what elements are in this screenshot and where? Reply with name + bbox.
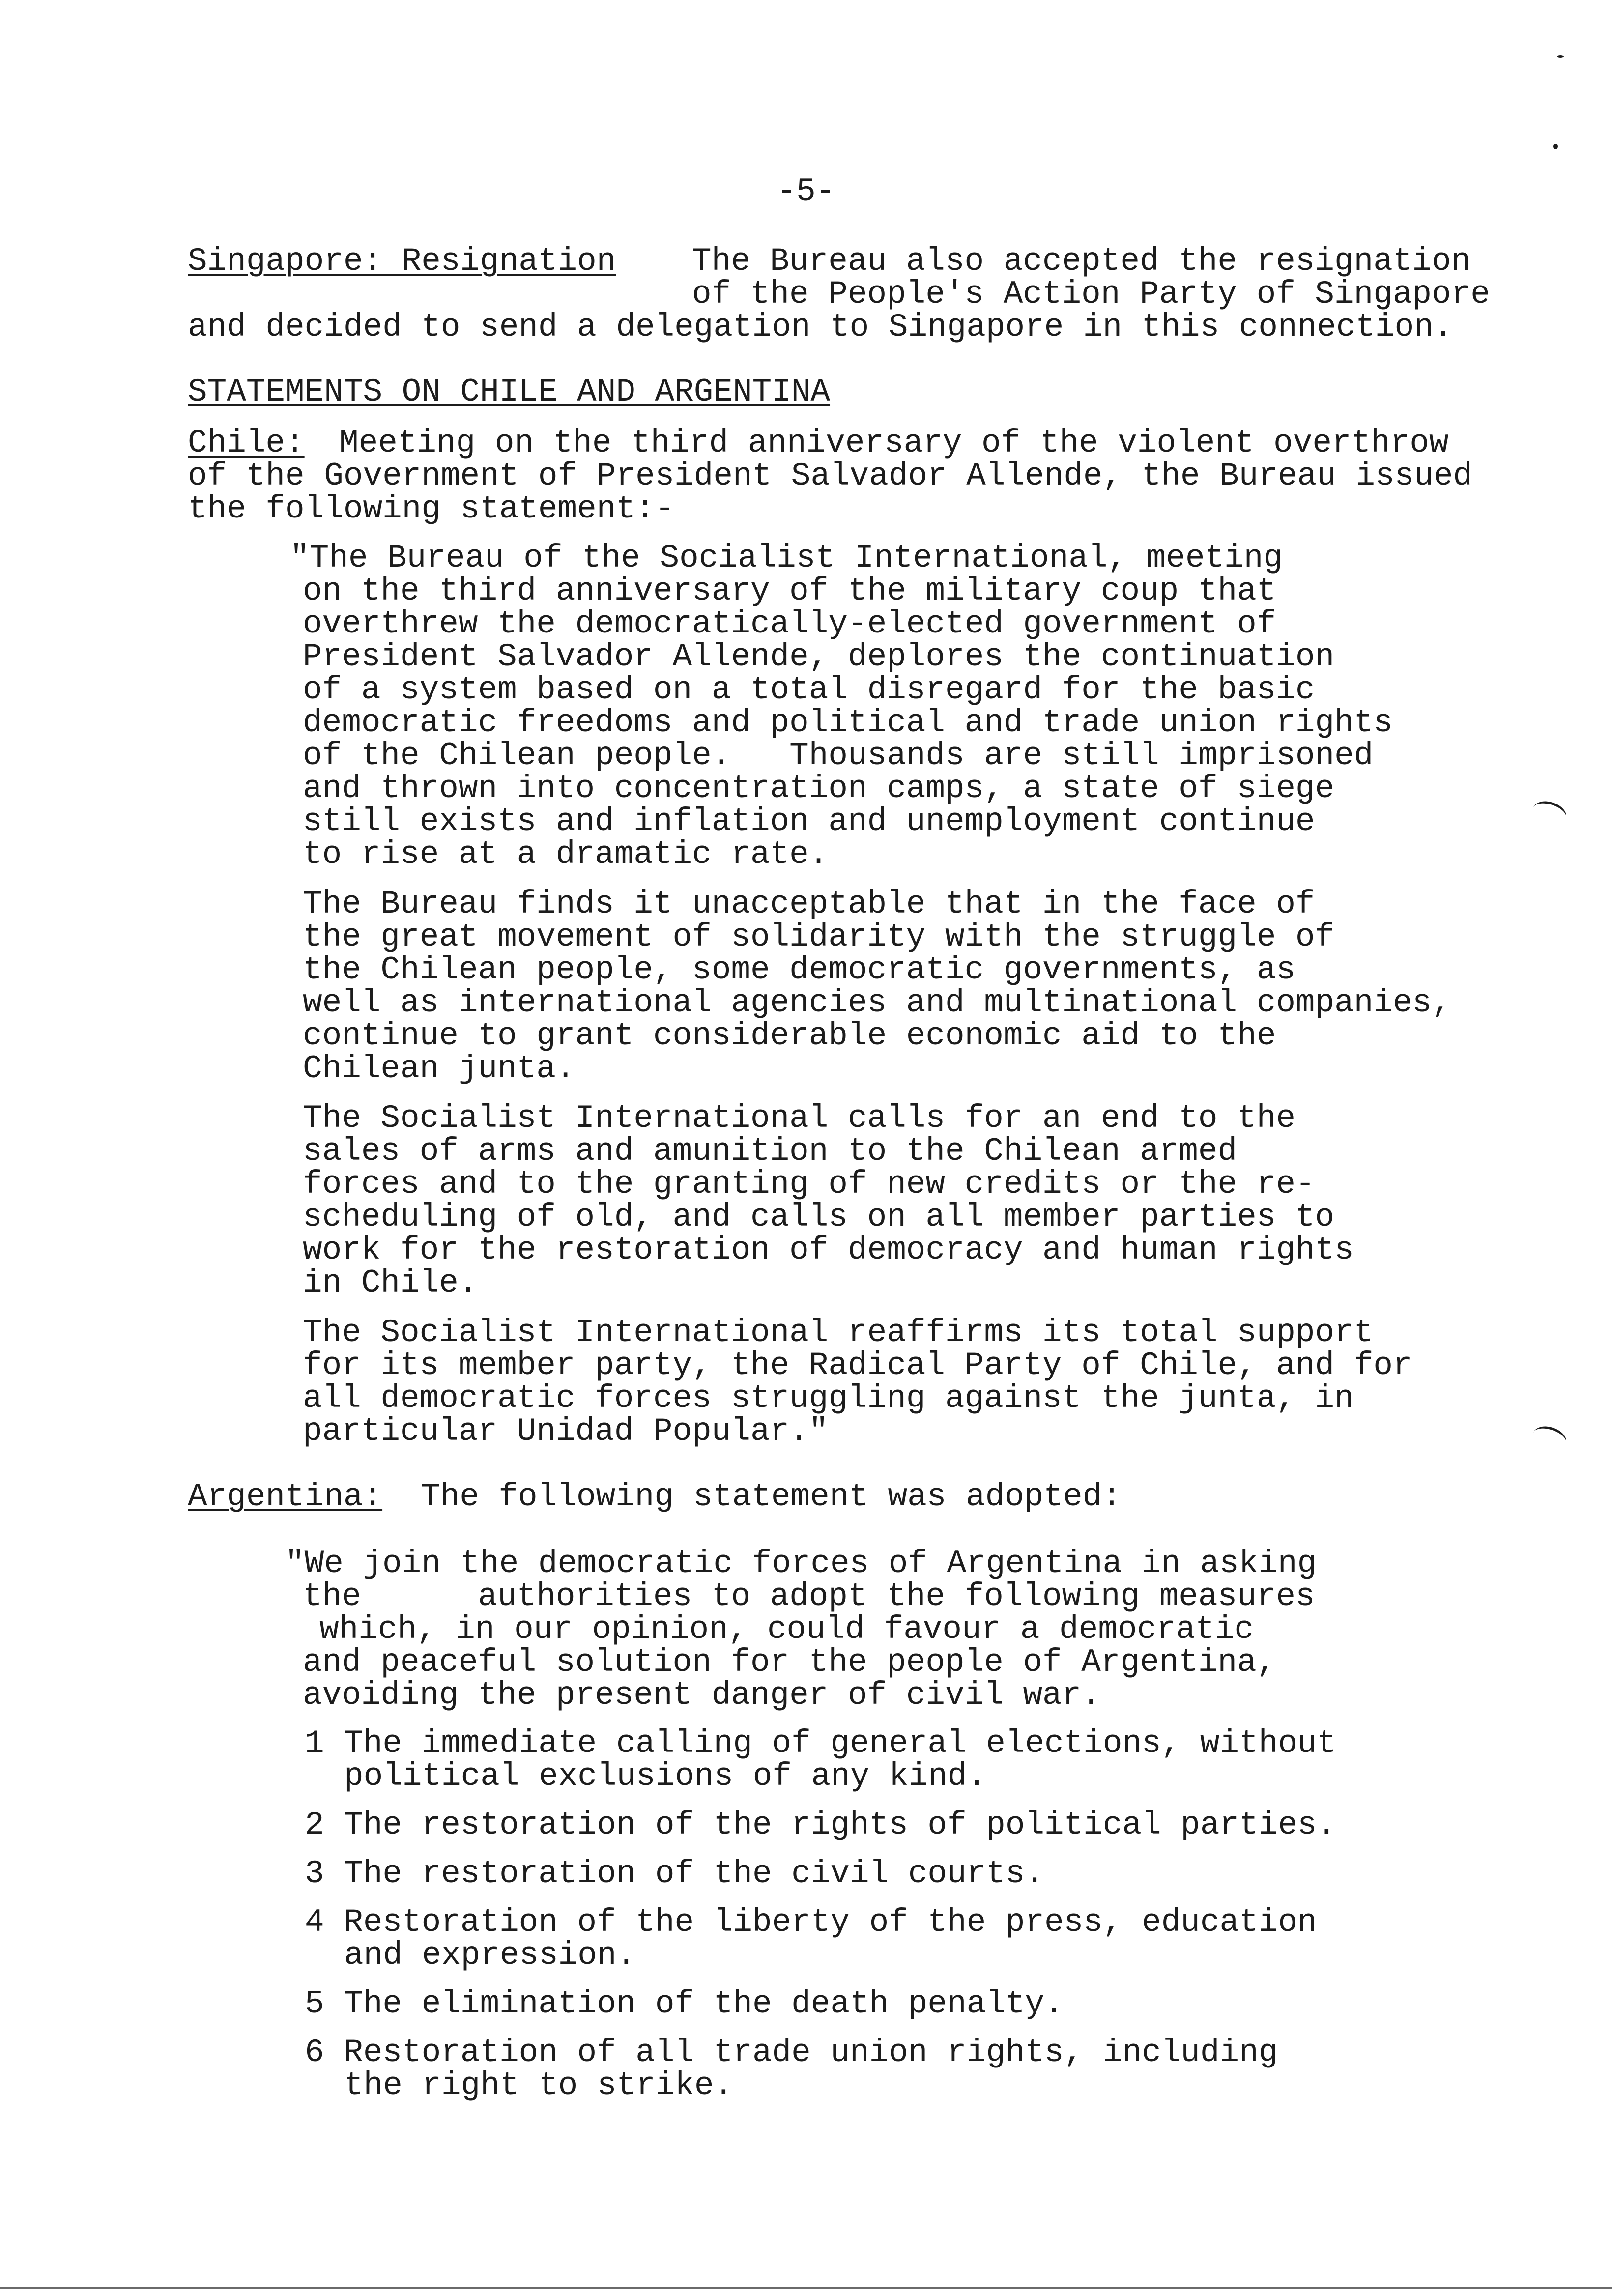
- chile-statement-line: of the Chilean people. Thousands are still imprisoned: [303, 737, 1374, 774]
- measure-item: 4 Restoration of the liberty of the press, education: [305, 1904, 1317, 1941]
- measure-item: 1 The immediate calling of general elections, without: [305, 1725, 1337, 1762]
- chile-intro-line-2: of the Government of President Salvador Allende, the Bureau issued: [188, 458, 1473, 494]
- chile-statement-line: still exists and inflation and unemployment continue: [303, 803, 1315, 840]
- chile-statement-line: to rise at a dramatic rate.: [303, 836, 829, 873]
- measure-item: 2 The restoration of the rights of political parties.: [305, 1807, 1337, 1843]
- chile-statement-line: "The Bureau of the Socialist International, meeting: [290, 540, 1283, 576]
- argentina-statement-line: the authorities to adopt the following measures: [303, 1578, 1315, 1615]
- chile-statement-line: all democratic forces struggling against the junta, in: [303, 1380, 1354, 1417]
- scan-mark: [1530, 1422, 1569, 1454]
- chile-statement-line: President Salvador Allende, deplores the continuation: [303, 638, 1335, 675]
- scan-speck: [1557, 55, 1564, 58]
- chile-statement-line: sales of arms and amunition to the Chilean armed: [303, 1133, 1238, 1170]
- chile-statement-line: scheduling of old, and calls on all member parties to: [303, 1199, 1335, 1235]
- chile-statement-line: The Socialist International calls for an end to the: [303, 1100, 1295, 1137]
- chile-label: Chile:: [188, 425, 305, 461]
- argentina-statement-line: "We join the democratic forces of Argentina in asking: [285, 1545, 1317, 1582]
- chile-statement-line: the Chilean people, some democratic governments, as: [303, 951, 1295, 988]
- chile-statement-line: continue to grant considerable economic aid to the: [303, 1017, 1276, 1054]
- chile-statement-line: the great movement of solidarity with the struggle of: [303, 918, 1335, 955]
- chile-statement-line: of a system based on a total disregard for the basic: [303, 671, 1315, 708]
- measure-item-continuation: the right to strike.: [344, 2067, 734, 2104]
- chile-statement-line: forces and to the granting of new credits or the re-: [303, 1166, 1315, 1203]
- chile-statement-line: particular Unidad Popular.": [303, 1413, 829, 1450]
- argentina-intro: The following statement was adopted:: [421, 1478, 1122, 1515]
- chile-statement-line: for its member party, the Radical Party of Chile, and for: [303, 1347, 1412, 1384]
- chile-statement-line: democratic freedoms and political and trade union rights: [303, 704, 1393, 741]
- chile-intro-line-3: the following statement:-: [188, 490, 675, 527]
- measure-item: 6 Restoration of all trade union rights, including: [305, 2034, 1278, 2071]
- chile-statement-line: well as international agencies and multinational companies,: [303, 984, 1451, 1021]
- singapore-heading: Singapore: Resignation: [188, 243, 616, 280]
- chile-statement-line: on the third anniversary of the military coup that: [303, 573, 1276, 609]
- chile-intro-line-1: Meeting on the third anniversary of the violent overthrow: [339, 425, 1449, 461]
- page-number: -5-: [777, 173, 835, 210]
- argentina-statement-line: avoiding the present danger of civil war.: [303, 1677, 1101, 1714]
- scan-bottom-edge: [0, 2287, 1612, 2289]
- argentina-statement-line: and peaceful solution for the people of Argentina,: [303, 1644, 1276, 1681]
- singapore-line-3: and decided to send a delegation to Singapore in this connection.: [188, 309, 1453, 345]
- singapore-line-2: of the People's Action Party of Singapore: [692, 276, 1490, 313]
- scan-mark: [1530, 797, 1569, 829]
- measure-item-continuation: political exclusions of any kind.: [344, 1758, 987, 1795]
- chile-statement-line: overthrew the democratically-elected government of: [303, 605, 1276, 642]
- chile-statement-line: work for the restoration of democracy and human rights: [303, 1232, 1354, 1268]
- argentina-statement-line: which, in our opinion, could favour a democratic: [319, 1611, 1254, 1648]
- chile-statement-line: and thrown into concentration camps, a state of siege: [303, 770, 1335, 807]
- section-heading: STATEMENTS ON CHILE AND ARGENTINA: [188, 373, 831, 410]
- measure-item: 3 The restoration of the civil courts.: [305, 1855, 1045, 1892]
- chile-statement-line: The Bureau finds it unacceptable that in the face of: [303, 886, 1315, 922]
- argentina-label: Argentina:: [188, 1478, 383, 1515]
- scan-speck: [1553, 144, 1558, 149]
- chile-statement-line: The Socialist International reaffirms its total support: [303, 1314, 1374, 1351]
- singapore-line-1: The Bureau also accepted the resignation: [692, 243, 1471, 280]
- chile-statement-line: in Chile.: [303, 1264, 478, 1301]
- measure-item: 5 The elimination of the death penalty.: [305, 1985, 1064, 2022]
- measure-item-continuation: and expression.: [344, 1937, 636, 1974]
- chile-statement-line: Chilean junta.: [303, 1050, 576, 1087]
